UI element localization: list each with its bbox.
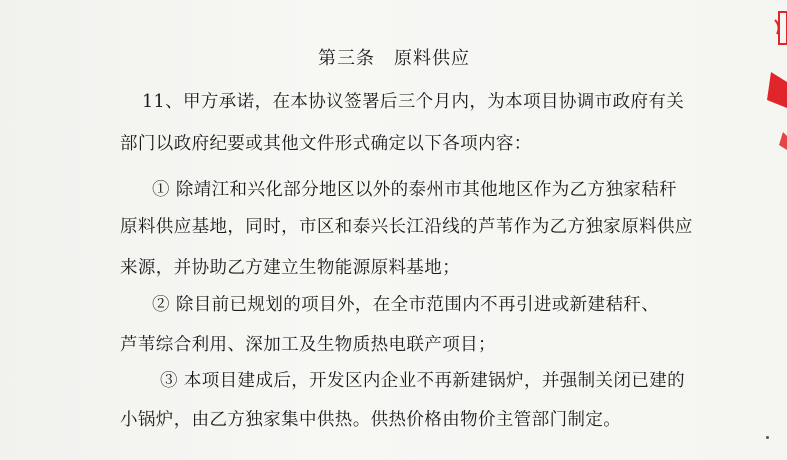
- article-title: 第三条 原料供应: [318, 48, 470, 69]
- paragraph-line-1: 11、甲方承诺，在本协议签署后三个月内，为本项目协调市政府有关: [142, 92, 685, 112]
- paragraph-line-3: ① 除靖江和兴化部分地区以外的泰州市其他地区作为乙方独家秸秆: [152, 180, 678, 200]
- paragraph-line-5: 来源，并协助乙方建立生物能源原料基地；: [120, 258, 461, 278]
- paragraph-line-8: ③ 本项目建成后，开发区内企业不再新建锅炉，并强制关闭已建的: [160, 371, 686, 391]
- paragraph-line-7: 芦苇综合利用、深加工及生物质热电联产项目；: [120, 335, 496, 355]
- paragraph-line-9: 小锅炉，由乙方独家集中供热。供热价格由物价主管部门制定。: [120, 410, 622, 430]
- scan-speck: [766, 436, 769, 439]
- paragraph-line-6: ② 除目前已规划的项目外，在全市范围内不再引进或新建秸秆、: [152, 295, 660, 315]
- paragraph-line-2: 部门以政府纪要或其他文件形式确定以下各项内容：: [120, 134, 532, 154]
- red-seal-fragment: [757, 0, 787, 180]
- paragraph-line-4: 原料供应基地，同时，市区和泰兴长江沿线的芦苇作为乙方独家原料供应: [120, 217, 693, 237]
